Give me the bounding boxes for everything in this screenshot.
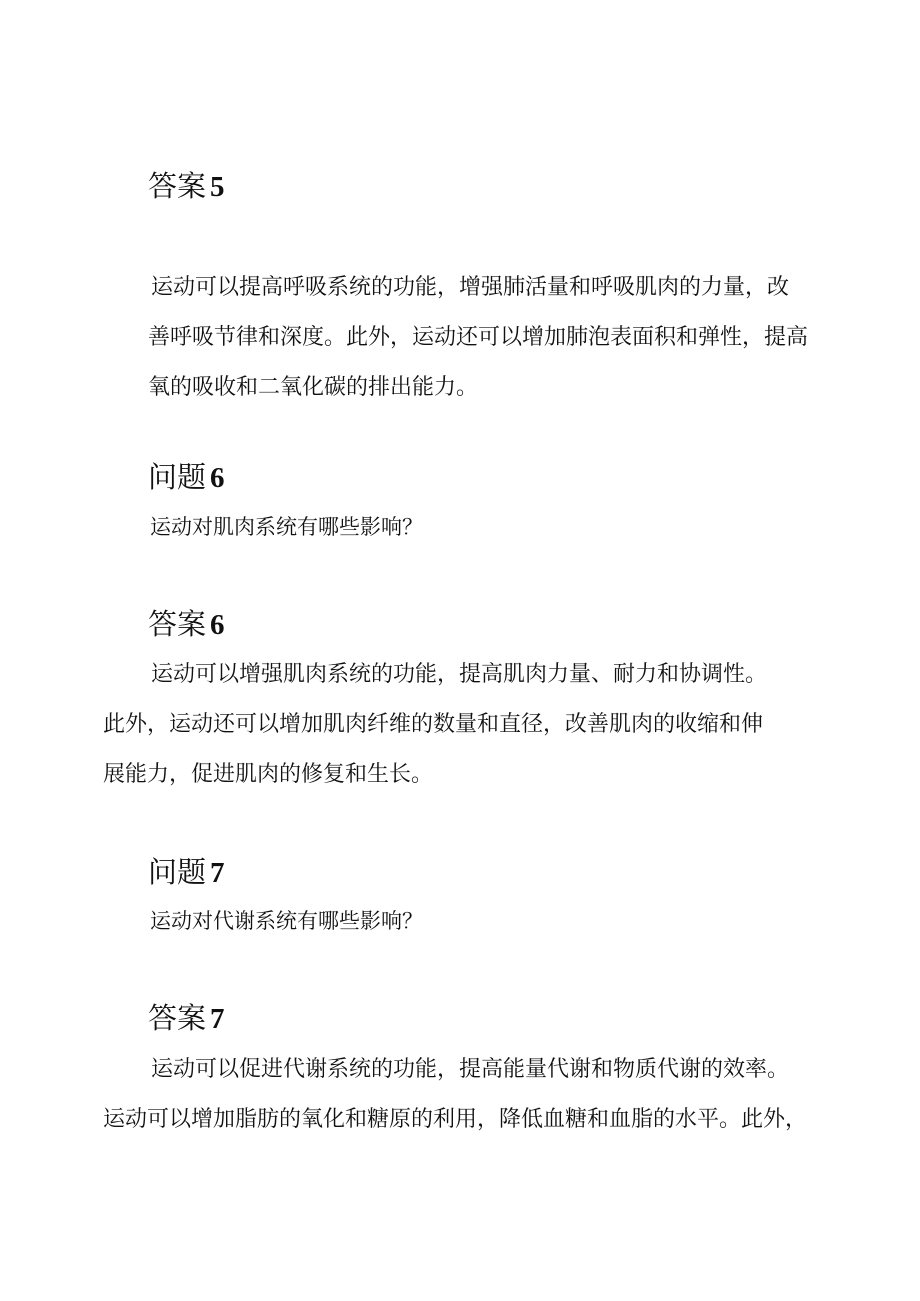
answer-line: 此外，运动还可以增加肌肉纤维的数量和直径，改善肌肉的收缩和伸 bbox=[103, 712, 764, 737]
answer-7-text bbox=[103, 1045, 807, 1145]
answer-line: 运动可以提高呼吸系统的功能，增强肺活量和呼吸肌肉的力量，改 bbox=[151, 275, 790, 300]
heading-number: 6 bbox=[210, 609, 225, 641]
heading-label: 答案 bbox=[148, 169, 207, 203]
heading-label: 问题 bbox=[148, 855, 207, 889]
question-7-heading bbox=[148, 854, 225, 891]
answer-5-heading bbox=[148, 168, 225, 205]
answer-6-heading bbox=[148, 606, 225, 643]
answer-line: 氧的吸收和二氧化碳的排出能力。 bbox=[148, 375, 479, 400]
heading-number: 7 bbox=[210, 1003, 225, 1035]
answer-line: 运动可以促进代谢系统的功能，提高能量代谢和物质代谢的效率。 bbox=[151, 1057, 790, 1082]
heading-number: 6 bbox=[210, 462, 225, 494]
answer-6-text bbox=[103, 650, 767, 800]
answer-5-text bbox=[103, 263, 808, 413]
question-6-heading bbox=[148, 459, 225, 496]
heading-number: 5 bbox=[210, 171, 225, 203]
question-6-text: 运动对肌肉系统有哪些影响？ bbox=[150, 515, 423, 539]
answer-line: 展能力，促进肌肉的修复和生长。 bbox=[103, 762, 434, 787]
heading-label: 问题 bbox=[148, 460, 207, 494]
heading-number: 7 bbox=[210, 857, 225, 889]
answer-line: 运动可以增强肌肉系统的功能，提高肌肉力量、耐力和协调性。 bbox=[151, 662, 768, 687]
answer-line: 运动可以增加脂肪的氧化和糖原的利用，降低血糖和血脂的水平。此外， bbox=[103, 1107, 808, 1132]
answer-line: 善呼吸节律和深度。此外，运动还可以增加肺泡表面积和弹性，提高 bbox=[148, 325, 809, 350]
question-7-text: 运动对代谢系统有哪些影响？ bbox=[150, 909, 423, 933]
heading-label: 答案 bbox=[148, 607, 207, 641]
heading-label: 答案 bbox=[148, 1001, 207, 1035]
answer-7-heading bbox=[148, 1000, 225, 1037]
